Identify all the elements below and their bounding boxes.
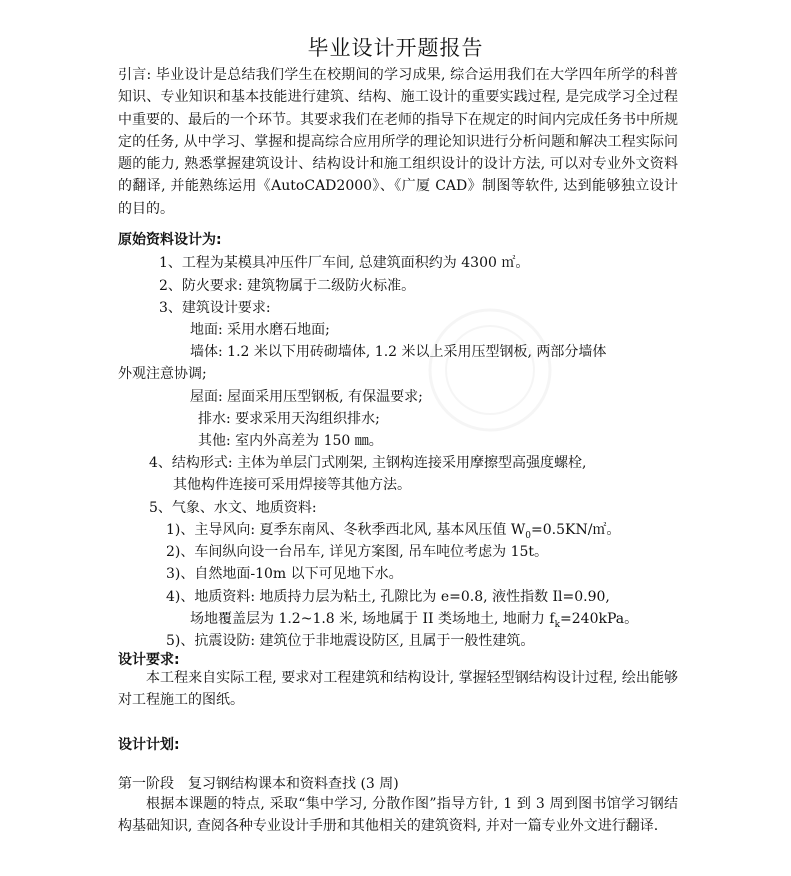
materials-item-5-seismic: 5)、抗震设防: 建筑位于非地震设防区, 且属于一般性建筑。 xyxy=(166,633,535,649)
requirements-paragraph: 本工程来自实际工程, 要求对工程建筑和结构设计, 掌握轻型钢结构设计过程, 绘出能够对工程施工的图纸。 xyxy=(118,670,678,709)
watermark-graphic xyxy=(380,300,600,440)
materials-item-5-geology-cont xyxy=(190,608,638,630)
materials-item-2: 2、防火要求: 建筑物属于二级防火标准。 xyxy=(159,278,416,294)
wind-value: =0.5KN/㎡。 xyxy=(531,522,621,538)
materials-item-3-roof: 屋面: 屋面采用压型钢板, 有保温要求; xyxy=(190,389,423,405)
materials-item-5-wind xyxy=(166,519,620,541)
materials-item-4: 4、结构形式: 主体为单层门式刚架, 主钢构连接采用摩擦型高强度螺栓, xyxy=(149,455,587,471)
materials-item-5-crane: 2)、车间纵向设一台吊车, 详见方案图, 吊车吨位考虑为 15t。 xyxy=(166,544,549,560)
materials-item-3: 3、建筑设计要求: xyxy=(159,300,271,316)
materials-item-3-other: 其他: 室内外高差为 150 ㎜。 xyxy=(198,433,383,449)
materials-item-5-geology: 4)、地质资料: 地质持力层为粘土, 孔隙比为 e=0.8, 液性指数 Il=0.90, xyxy=(166,589,610,605)
page-title: 毕业设计开题报告 xyxy=(307,36,484,60)
section-heading-plan: 设计计划: xyxy=(118,737,180,753)
wind-subscript: 0 xyxy=(525,530,532,541)
geology-value: =240kPa。 xyxy=(560,611,639,627)
materials-item-3-drainage: 排水: 要求采用天沟组织排水; xyxy=(198,411,380,427)
plan-stage-1-text: 根据本课题的特点, 采取“集中学习, 分散作图”指导方针, 1 到 3 周到图书馆学习钢结构基础知识, 查阅各种专业设计手册和其他相关的建筑资料, 并对一篇专业外文进行翻译. xyxy=(118,796,678,835)
materials-item-1: 1、工程为某模具冲压件厂车间, 总建筑面积约为 4300 ㎡。 xyxy=(159,255,530,271)
materials-item-3-wall-cont: 外观注意协调; xyxy=(118,366,207,382)
intro-paragraph: 引言: 毕业设计是总结我们学生在校期间的学习成果, 综合运用我们在大学四年所学的科普知识、专业知识和基本技能进行建筑、结构、施工设计的重要实践过程, 是完成学习全过程中重要的、最后的一个环节。其要求我们在老师的指导下在规定的时间内完成任务书中所规定的任务, 从中学习、掌握和提高综合应用所学的理论知识进行分析问题和解决工程实际问题的能力, 熟悉掌握建筑设计、结构设计和施工组织设计的设计方法, 可以对专业外文资料的翻译, 并能熟练运用《AutoCAD2000》、《广厦 CAD》制图等软件, 达到能够独立设计的目的。 xyxy=(118,67,678,217)
section-heading-requirements: 设计要求: xyxy=(118,652,180,668)
geology-text: 场地覆盖层为 1.2~1.8 米, 场地属于 II 类场地土, 地耐力 f xyxy=(190,611,555,627)
section-heading-materials: 原始资料设计为: xyxy=(118,232,222,248)
materials-item-3-floor: 地面: 采用水磨石地面; xyxy=(190,322,330,338)
wind-text: 1)、主导风向: 夏季东南风、冬秋季西北风, 基本风压值 W xyxy=(166,522,526,538)
materials-item-5: 5、气象、水文、地质资料: xyxy=(149,500,317,516)
plan-stage-1: 第一阶段 复习钢结构课本和资料查找 (3 周) xyxy=(118,776,399,792)
geology-subscript: k xyxy=(554,619,561,630)
materials-item-4-cont: 其他构件连接可采用焊接等其他方法。 xyxy=(173,477,411,493)
materials-item-5-groundwater: 3)、自然地面-10m 以下可见地下水。 xyxy=(166,566,403,582)
materials-item-3-wall: 墙体: 1.2 米以下用砖砌墙体, 1.2 米以上采用压型钢板, 两部分墙体 xyxy=(190,344,607,360)
